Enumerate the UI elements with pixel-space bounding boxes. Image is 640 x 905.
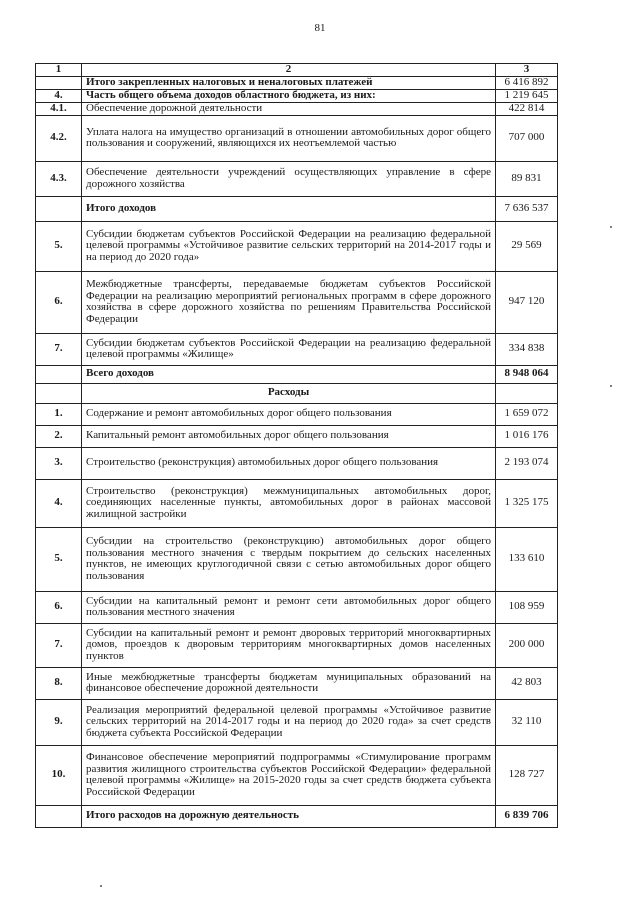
row-description: Содержание и ремонт автомобильных дорог общего пользования xyxy=(82,403,496,425)
table-row xyxy=(36,89,558,102)
header-col1: 1 xyxy=(36,64,82,77)
row-number xyxy=(36,196,82,221)
table-row xyxy=(36,527,558,591)
row-value: 947 120 xyxy=(496,271,558,333)
table-row xyxy=(36,699,558,745)
row-value: 32 110 xyxy=(496,699,558,745)
row-value: 2 193 074 xyxy=(496,447,558,479)
row-description: Субсидии бюджетам субъектов Российской Федерации на реализацию федеральной целевой программы «Жилище» xyxy=(82,333,496,365)
page-number: 81 xyxy=(314,22,326,34)
table-row xyxy=(36,76,558,89)
table-row xyxy=(36,365,558,383)
row-description: Итого доходов xyxy=(82,196,496,221)
table-row xyxy=(36,623,558,667)
row-value: 1 325 175 xyxy=(496,479,558,527)
table-row xyxy=(36,591,558,623)
row-description: Субсидии на строительство (реконструкцию) автомобильных дорог общего пользования местного значения с твердым покрытием до сельских населенных пунктов, не имеющих круглогодичной связи с сетью автомобильных дорог общего пользования xyxy=(82,527,496,591)
row-number: 4. xyxy=(36,89,82,102)
row-description: Уплата налога на имущество организаций в отношении автомобильных дорог общего пользования и сооружений, являющихся их неотъемлемой частью xyxy=(82,115,496,161)
row-value: 133 610 xyxy=(496,527,558,591)
row-number: 6. xyxy=(36,591,82,623)
row-description: Субсидии на капитальный ремонт и ремонт сети автомобильных дорог общего пользования местного значения xyxy=(82,591,496,623)
row-value: 8 948 064 xyxy=(496,365,558,383)
total-value: 6 839 706 xyxy=(496,805,558,827)
table-row xyxy=(36,479,558,527)
row-description: Субсидии на капитальный ремонт и ремонт дворовых территорий многоквартирных домов, проездов к дворовым территориям многоквартирных домов населенных пунктов xyxy=(82,623,496,667)
row-description: Обеспечение дорожной деятельности xyxy=(82,102,496,115)
scan-speck xyxy=(610,385,612,387)
row-description: Иные межбюджетные трансферты бюджетам муниципальных образований на финансовое обеспечение дорожной деятельности xyxy=(82,667,496,699)
row-number xyxy=(36,365,82,383)
row-number: 9. xyxy=(36,699,82,745)
row-number: 4. xyxy=(36,479,82,527)
section-row xyxy=(36,383,558,403)
row-description: Субсидии бюджетам субъектов Российской Федерации на реализацию федеральной целевой программы «Устойчивое развитие сельских территорий на 2014-2017 годы и на период до 2020 года» xyxy=(82,221,496,271)
row-description: Капитальный ремонт автомобильных дорог общего пользования xyxy=(82,425,496,447)
row-number: 1. xyxy=(36,403,82,425)
header-col3: 3 xyxy=(496,64,558,77)
row-description: Финансовое обеспечение мероприятий подпрограммы «Стимулирование программ развития жилищного строительства субъектов Российской Федерации» федеральной целевой программы «Жилище» на 2015-2020 годы за счет средств бюджета субъекта Российской Федерации xyxy=(82,745,496,805)
row-number: 4.1. xyxy=(36,102,82,115)
section-title: Расходы xyxy=(82,383,496,403)
table-row xyxy=(36,102,558,115)
row-value: 334 838 xyxy=(496,333,558,365)
row-description: Всего доходов xyxy=(82,365,496,383)
section-empty-cell xyxy=(496,383,558,403)
row-value: 707 000 xyxy=(496,115,558,161)
row-number: 2. xyxy=(36,425,82,447)
table-row xyxy=(36,425,558,447)
row-number: 6. xyxy=(36,271,82,333)
row-value: 108 959 xyxy=(496,591,558,623)
row-description: Строительство (реконструкция) автомобильных дорог общего пользования xyxy=(82,447,496,479)
row-number xyxy=(36,76,82,89)
row-number: 5. xyxy=(36,527,82,591)
row-value: 1 659 072 xyxy=(496,403,558,425)
total-row xyxy=(36,805,558,827)
row-number: 7. xyxy=(36,333,82,365)
table-row xyxy=(36,333,558,365)
row-number: 8. xyxy=(36,667,82,699)
row-value: 42 803 xyxy=(496,667,558,699)
row-number: 10. xyxy=(36,745,82,805)
table-row xyxy=(36,161,558,196)
table-row xyxy=(36,221,558,271)
row-number: 3. xyxy=(36,447,82,479)
row-value: 128 727 xyxy=(496,745,558,805)
row-value: 6 416 892 xyxy=(496,76,558,89)
row-description: Итого закрепленных налоговых и неналоговых платежей xyxy=(82,76,496,89)
budget-table xyxy=(35,63,558,828)
table-row xyxy=(36,447,558,479)
row-description: Межбюджетные трансферты, передаваемые бюджетам субъектов Российской Федерации на реализацию мероприятий региональных программ в сфере дорожного хозяйства в сфере дорожного хозяйства по решениям Правительства Российской Федерации xyxy=(82,271,496,333)
row-value: 7 636 537 xyxy=(496,196,558,221)
row-value: 422 814 xyxy=(496,102,558,115)
row-description: Обеспечение деятельности учреждений осуществляющих управление в сфере дорожного хозяйства xyxy=(82,161,496,196)
table-row xyxy=(36,403,558,425)
table-row xyxy=(36,115,558,161)
total-empty-cell xyxy=(36,805,82,827)
row-number: 4.3. xyxy=(36,161,82,196)
row-number: 4.2. xyxy=(36,115,82,161)
row-number: 5. xyxy=(36,221,82,271)
table-row xyxy=(36,745,558,805)
section-empty-cell xyxy=(36,383,82,403)
table-row xyxy=(36,196,558,221)
row-value: 1 016 176 xyxy=(496,425,558,447)
scan-speck xyxy=(610,226,612,228)
header-col2: 2 xyxy=(82,64,496,77)
row-value: 200 000 xyxy=(496,623,558,667)
row-number: 7. xyxy=(36,623,82,667)
table-row xyxy=(36,667,558,699)
total-description: Итого расходов на дорожную деятельность xyxy=(82,805,496,827)
scan-speck xyxy=(100,885,102,887)
row-description: Реализация мероприятий федеральной целевой программы «Устойчивое развитие сельских территорий на 2014-2017 годы и на период до 2020 года» за счет средств бюджета субъекта Российской Федерации xyxy=(82,699,496,745)
row-value: 29 569 xyxy=(496,221,558,271)
header-row xyxy=(36,64,558,77)
row-value: 1 219 645 xyxy=(496,89,558,102)
row-description: Строительство (реконструкция) межмуниципальных автомобильных дорог, соединяющих населенные пункты, автомобильных дорог в районах массовой жилищной застройки xyxy=(82,479,496,527)
row-value: 89 831 xyxy=(496,161,558,196)
row-description: Часть общего объема доходов областного бюджета, из них: xyxy=(82,89,496,102)
table-row xyxy=(36,271,558,333)
